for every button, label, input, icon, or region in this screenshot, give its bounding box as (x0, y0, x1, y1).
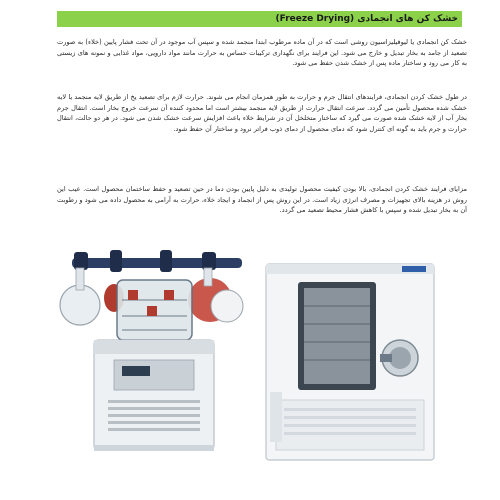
freeze-dryer-cabinet-photo (262, 262, 438, 462)
paragraph-advantages: مزایای فرایند خشک کردن انجمادی، بالا بودن کیفیت محصول تولیدی به دلیل پایین بودن دما در حین تصعید و حفظ ساختمان محصول است. عیب این روش در هزینه بالای تجهیزات و مصرف انرژی زیاد است. در این روش پس از انجماد و ایجاد خلاء، حرارت به آرامی به محصول داده می شود و رطوبت آن به بخار تبدیل شده و سپس با کاهش فشار محیط تصعید می گردد. (57, 185, 467, 215)
paragraph-intro: خشک کن انجمادی یا لیوفیلیزاسیون روشی است که در آن ماده مرطوب ابتدا منجمد شده و سپس آب موجود در آن تحت فشار پایین (خلاء) به صورت تصعید از جامد به بخار تبدیل و خارج می شود. این فرایند برای نگهداری ترکیبات حساس به حرارت مانند مواد دارویی، مواد غذایی و نمونه های زیستی به کار می رود و ساختار ماده پس از خشک شدن حفظ می شود. (57, 38, 467, 68)
document-title: خشک کن های انجمادی (Freeze Drying) (57, 11, 462, 27)
freeze-dryer-manifold-photo (52, 250, 257, 455)
paragraph-heat-mass-transfer: در طول خشک کردن انجمادی، فرایندهای انتقال جرم و حرارت به طور همزمان انجام می شوند. حرارت لازم برای تصعید یخ از طریق لایه منجمد یا لایه خشک شده محصول تأمین می گردد. سرعت انتقال حرارت از طریق لایه منجمد بیشتر است اما محدود کننده آن سرعت خروج بخار است. انتقال جرم بخار آب از لایه خشک شده صورت می گیرد که ساختار متخلخل آن در شرایط خلاء باعث افزایش سرعت خشک شدن می شود. در هر دو حالت، انتقال حرارت و جرم باید به گونه ای کنترل شود که دمای محصول از دمای ذوب فراتر نرود و ساختار آن حفظ شود. (57, 93, 467, 133)
